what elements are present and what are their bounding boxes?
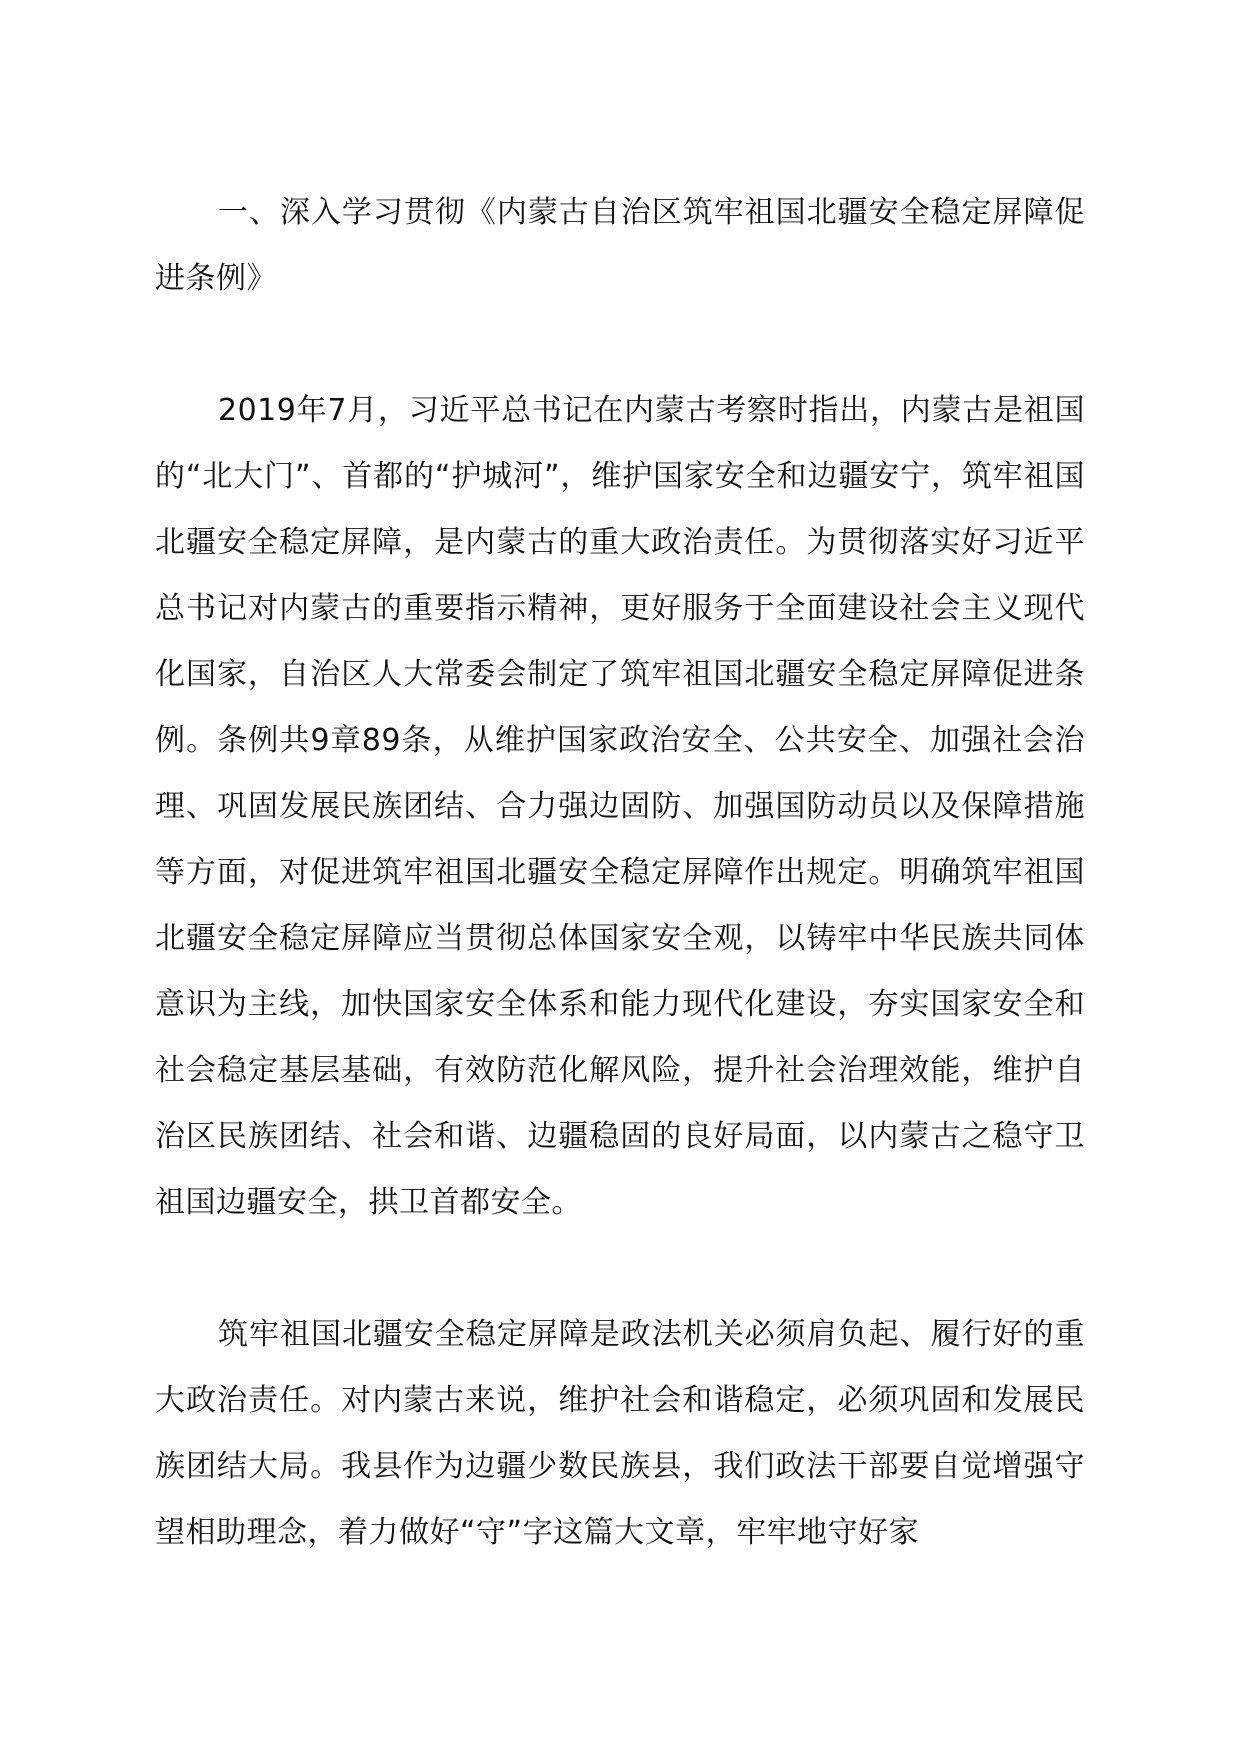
document-body — [155, 180, 1085, 1632]
section-heading: 一、深入学习贯彻《内蒙古自治区筑牢祖国北疆安全稳定屏障促进条例》 — [155, 195, 1085, 296]
paragraph-1: 2019年7月，习近平总书记在内蒙古考察时指出，内蒙古是祖国的“北大门”、首都的“护城河”，维护国家安全和边疆安宁，筑牢祖国北疆安全稳定屏障，是内蒙古的重大政治责任。为贯彻落实好习近平总书记对内蒙古的重要指示精神，更好服务于全面建设社会主义现代化国家，自治区人大常委会制定了筑牢祖国北疆安全稳定屏障促进条例。条例共9章89条，从维护国家政治安全、公共安全、加强社会治理、巩固发展民族团结、合力强边固防、加强国防动员以及保障措施等方面，对促进筑牢祖国北疆安全稳定屏障作出规定。明确筑牢祖国北疆安全稳定屏障应当贯彻总体国家安全观，以铸牢中华民族共同体意识为主线，加快国家安全体系和能力现代化建设，夯实国家安全和社会稳定基层基础，有效防范化解风险，提升社会治理效能，维护自治区民族团结、社会和谐、边疆稳固的良好局面，以内蒙古之稳守卫祖国边疆安全，拱卫首都安全。 — [155, 393, 1085, 1220]
paragraph-2: 筑牢祖国北疆安全稳定屏障是政法机关必须肩负起、履行好的重大政治责任。对内蒙古来说，维护社会和谐稳定，必须巩固和发展民族团结大局。我县作为边疆少数民族县，我们政法干部要自觉增强守望相助理念，着力做好“守”字这篇大文章，牢牢地守好家 — [155, 1317, 1085, 1550]
